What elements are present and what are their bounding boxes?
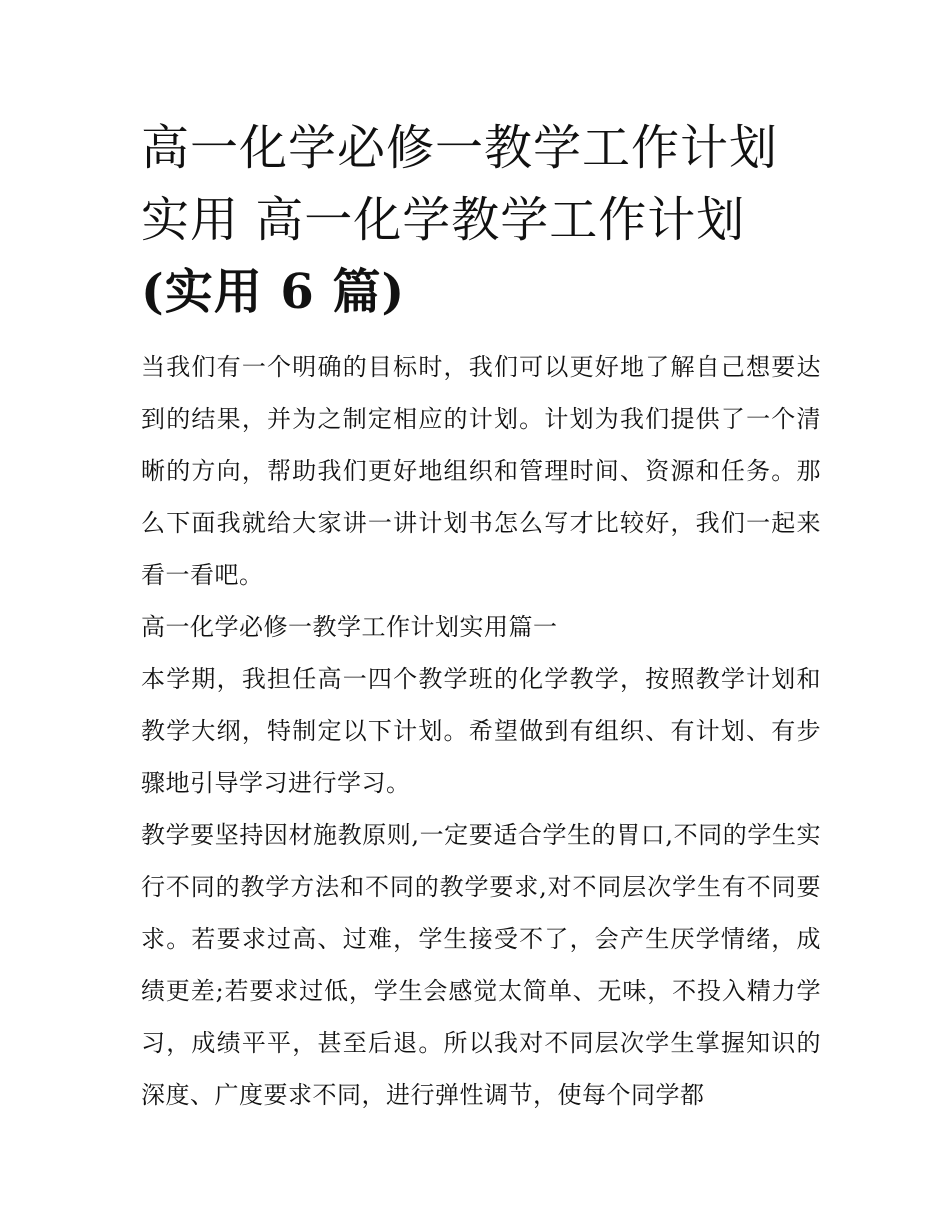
section-heading: 高一化学必修一教学工作计划实用篇一 <box>141 613 558 641</box>
body-paragraph-1: 本学期，我担任高一四个教学班的化学教学，按照教学计划和教学大纲，特制定以下计划。希望做到有组织、有计划、有步骤地引导学习进行学习。 <box>141 665 821 797</box>
title-line-1: 高一化学必修一教学工作计划 <box>141 120 779 176</box>
document-title <box>141 112 821 328</box>
document-body <box>141 341 821 1121</box>
body-paragraph-2: 教学要坚持因材施教原则,一定要适合学生的胃口,不同的学生实行不同的教学方法和不同的教学要求,对不同层次学生有不同要求。若要求过高、过难，学生接受不了，会产生厌学情绪，成绩更差;若要求过低，学生会感觉太简单、无味，不投入精力学习，成绩平平，甚至后退。所以我对不同层次学生掌握知识的深度、广度要求不同，进行弹性调节，使每个同学都 <box>141 821 821 1109</box>
document-page <box>141 112 821 1121</box>
intro-paragraph: 当我们有一个明确的目标时，我们可以更好地了解自己想要达到的结果，并为之制定相应的计划。计划为我们提供了一个清晰的方向，帮助我们更好地组织和管理时间、资源和任务。那么下面我就给大家讲一讲计划书怎么写才比较好，我们一起来看一看吧。 <box>141 353 821 589</box>
title-line-2: 实用 高一化学教学工作计划 <box>141 192 746 248</box>
title-line-3: (实用 6 篇) <box>141 264 406 320</box>
